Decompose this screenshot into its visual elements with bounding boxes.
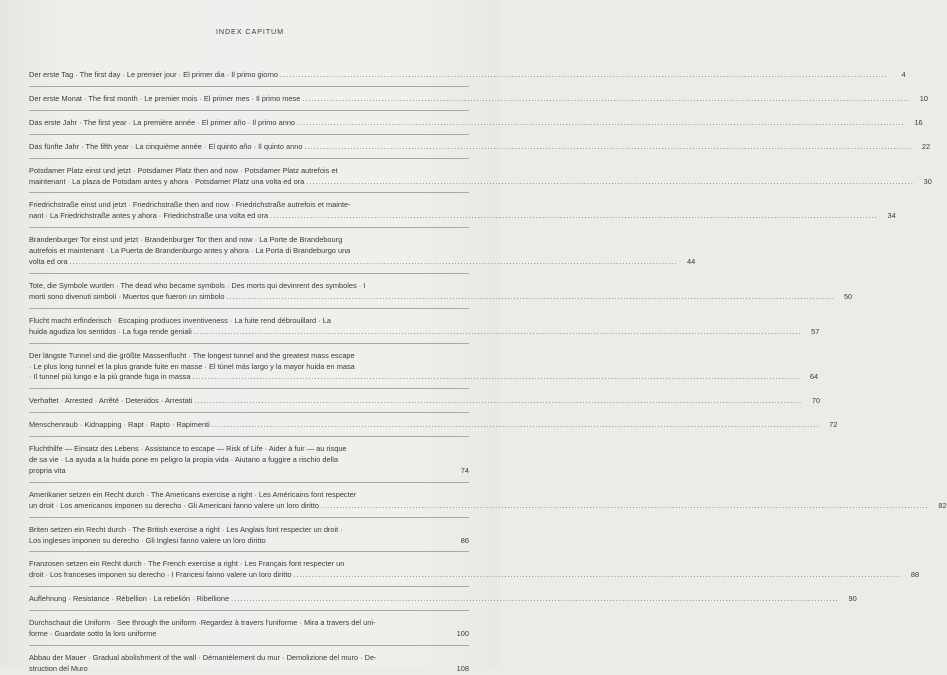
- entry-divider: [29, 86, 469, 87]
- entry-text: droit · Los franceses imponen su derecho · I Francesi fanno valere un loro diritto: [29, 570, 292, 580]
- entry-line: Flucht macht erfinderisch · Escaping produces inventiveness · La fuite rend débrouillard · La: [29, 315, 331, 325]
- entry-text: un droit · Los americanos imponen su derecho · Gli Americani fanno valere un loro diritto: [29, 500, 320, 510]
- entry-divider: [29, 110, 469, 111]
- toc-entry[interactable]: [29, 200, 896, 222]
- page-number: 70: [811, 396, 821, 406]
- dot-leader: [231, 594, 839, 605]
- entry-divider: [29, 436, 469, 437]
- toc-entry[interactable]: [29, 444, 469, 477]
- dot-leader: [194, 396, 802, 407]
- toc-entry[interactable]: [29, 165, 932, 188]
- entry-divider: [29, 551, 469, 552]
- entry-divider: [29, 482, 469, 483]
- toc-entry[interactable]: [29, 420, 838, 431]
- entry-divider: [29, 227, 469, 228]
- entry-line: · Le plus long tunnel et la plus grande fuite en masse · El túnel más largo y la mayor huida en masa: [29, 361, 355, 371]
- dot-leader: [192, 372, 800, 383]
- toc-entry[interactable]: [29, 618, 469, 640]
- page-number: 22: [921, 141, 931, 151]
- entry-last-line: [29, 176, 932, 188]
- page-number: 88: [910, 570, 920, 580]
- entry-divider: [29, 388, 469, 389]
- entry-line: Fluchthilfe — Einsatz des Lebens · Assistance to escape — Risk of Life · Aider à fuir — au risque: [29, 444, 347, 454]
- entry-text: Menschenraub · Kidnapping · Rapt · Rapto · Rapimenti: [29, 420, 210, 430]
- entry-text: nant · La Friedrichstraße antes y ahora · Friedrichstraße una volta ed ora: [29, 211, 269, 221]
- entry-text: Verhaftet · Arrested · Arrêté · Detenidos · Arrestati: [29, 396, 193, 406]
- entry-line: Amerikaner setzen ein Recht durch · The Americans exercise a right · Les Américains font respecter: [29, 489, 357, 499]
- entry-last-line: [29, 396, 821, 407]
- entry-last-line: [29, 664, 469, 675]
- toc-entry[interactable]: [29, 396, 821, 407]
- page-number: 72: [829, 420, 838, 430]
- entry-divider: [29, 645, 469, 646]
- toc-entry[interactable]: [29, 141, 931, 153]
- entry-line: Abbau der Mauer · Gradual abolishment of the wall · Démantèlement du mur · Demolizione del muro · De-: [29, 653, 377, 662]
- entry-text: Das fünfte Jahr · The fifth year · La cinquième année · El quinto año · Il quinto anno: [29, 141, 303, 151]
- entry-line: Friedrichstraße einst und jetzt · Friedrichstraße then and now · Friedrichstraße autrefois et mainte-: [29, 200, 351, 210]
- dot-leader: [304, 142, 912, 153]
- entry-line: Potsdamer Platz einst und jetzt · Potsdamer Platz then and now · Potsdamer Platz autrefois et: [29, 165, 338, 175]
- dot-leader: [280, 70, 888, 81]
- entry-line: Tote, die Symbole wurden · The dead who became symbols · Des morts qui devinrent des symboles · I: [29, 280, 366, 290]
- dot-leader: [270, 211, 878, 222]
- page-number: 82: [938, 500, 947, 510]
- entry-last-line: [29, 629, 469, 640]
- entry-text: volta ed ora: [29, 257, 68, 267]
- toc-entry[interactable]: [29, 594, 857, 605]
- entry-text: Der erste Tag · The first day · Le premier jour · El primer dia · Il primo giorno: [29, 70, 279, 79]
- entry-divider: [29, 517, 469, 518]
- entry-divider: [29, 192, 469, 193]
- page-number: 16: [914, 117, 923, 127]
- page-number: 10: [919, 93, 928, 103]
- entry-last-line: [29, 536, 469, 547]
- dot-leader: [297, 118, 905, 129]
- dot-leader: [70, 257, 678, 268]
- entry-last-line: [29, 70, 906, 81]
- entry-text: Das erste Jahr · The first year · La première année · El primer año · Il primo anno: [29, 117, 296, 127]
- dot-leader: [227, 292, 835, 303]
- toc-entry[interactable]: [29, 117, 923, 129]
- page-number: 100: [456, 629, 469, 639]
- entry-last-line: [29, 372, 819, 383]
- entry-text: struction del Muro: [29, 663, 88, 673]
- entry-last-line: [29, 326, 820, 338]
- entry-text: huida agudiza los sentidos · La fuga rende geniali: [29, 326, 192, 336]
- entry-divider: [29, 308, 469, 309]
- entry-last-line: [29, 211, 896, 222]
- entry-divider: [29, 610, 469, 611]
- entry-line: Briten setzen ein Recht durch · The British exercise a right · Les Anglais font respecter un droit ·: [29, 524, 343, 534]
- dot-leader: [302, 94, 910, 105]
- table-of-contents: [29, 70, 947, 675]
- toc-entry[interactable]: [29, 489, 947, 512]
- entry-line: Franzosen setzen ein Recht durch · The French exercise a right · Les Français font respecter un: [29, 559, 345, 569]
- entry-text: Auflehnung · Resistance · Rébellion · La rebelión · Ribellione: [29, 594, 230, 604]
- entry-last-line: [29, 500, 947, 512]
- page-number: 44: [687, 257, 696, 267]
- entry-text: maintenant · La plaza de Potsdam antes y ahora · Potsdamer Platz una volta ed ora: [29, 176, 305, 186]
- dot-leader: [212, 420, 820, 431]
- entry-line: Der längste Tunnel und die größte Massenflucht · The longest tunnel and the greatest mass escape: [29, 350, 355, 360]
- entry-text: Los ingleses imponen su derecho · Gli Inglesi fanno valere un loro diritto: [29, 535, 266, 545]
- toc-entry[interactable]: [29, 525, 469, 547]
- page-number: 90: [848, 594, 857, 604]
- page-number: 30: [923, 176, 932, 186]
- page-number: 108: [456, 663, 469, 673]
- entry-text: forme · Guardate sotto la loro uniforme: [29, 629, 157, 639]
- page-number: 34: [887, 211, 896, 221]
- entry-last-line: [29, 570, 920, 581]
- entry-last-line: [29, 117, 923, 129]
- page-number: 50: [843, 291, 853, 301]
- toc-entry[interactable]: [29, 559, 920, 581]
- entry-line: Durchschaut die Uniform · See through the uniform ·Regardez à travers l'uniforme · Mira a travers del uni-: [29, 618, 376, 628]
- entry-last-line: [29, 594, 857, 605]
- toc-entry[interactable]: [29, 280, 853, 303]
- entry-divider: [29, 134, 469, 135]
- page-title: INDEX CAPITUM: [215, 27, 284, 36]
- toc-entry[interactable]: [29, 350, 819, 384]
- entry-divider: [29, 158, 469, 159]
- toc-entry[interactable]: [29, 93, 928, 105]
- entry-line: Brandenburger Tor einst und jetzt · Brandenburger Tor then and now · La Porte de Brandebourg: [29, 235, 343, 245]
- entry-last-line: [29, 141, 931, 153]
- entry-text: propria vita: [29, 465, 66, 475]
- dot-leader: [294, 570, 902, 581]
- entry-last-line: [29, 257, 696, 268]
- entry-text: · Il tunnel più lungo e la più grande fuga in massa: [29, 372, 191, 382]
- entry-last-line: [29, 420, 838, 431]
- dot-leader: [306, 177, 914, 188]
- page-number: 64: [809, 372, 819, 382]
- entry-divider: [29, 412, 469, 413]
- entry-text: morti sono divenuti simboli · Muertos que fueron un simbolo: [29, 291, 225, 301]
- entry-last-line: [29, 291, 853, 303]
- entry-last-line: [29, 93, 928, 105]
- entry-divider: [29, 586, 469, 587]
- toc-entry[interactable]: [29, 653, 469, 675]
- entry-last-line: [29, 466, 469, 477]
- page-number: 4: [901, 70, 906, 79]
- entry-divider: [29, 343, 469, 344]
- dot-leader: [321, 501, 929, 512]
- dot-leader: [194, 327, 802, 338]
- entry-text: Der erste Monat · The first month · Le premier mois · El primer mes · Il primo mese: [29, 93, 301, 103]
- toc-entry[interactable]: [29, 315, 820, 338]
- entry-line: autrefois et maintenant · La Puerta de Brandenburgo antes y ahora · La Porta di Brandeburgo una: [29, 246, 351, 256]
- toc-entry[interactable]: [29, 70, 906, 81]
- page-number: 74: [460, 465, 469, 475]
- page-number: 86: [460, 535, 469, 545]
- entry-divider: [29, 273, 469, 274]
- page-number: 57: [811, 326, 820, 336]
- toc-entry[interactable]: [29, 235, 696, 268]
- entry-line: de sa vie · La ayuda a la huida pone en peligro la propia vida · Aiutano a fuggire a rischio della: [29, 455, 338, 465]
